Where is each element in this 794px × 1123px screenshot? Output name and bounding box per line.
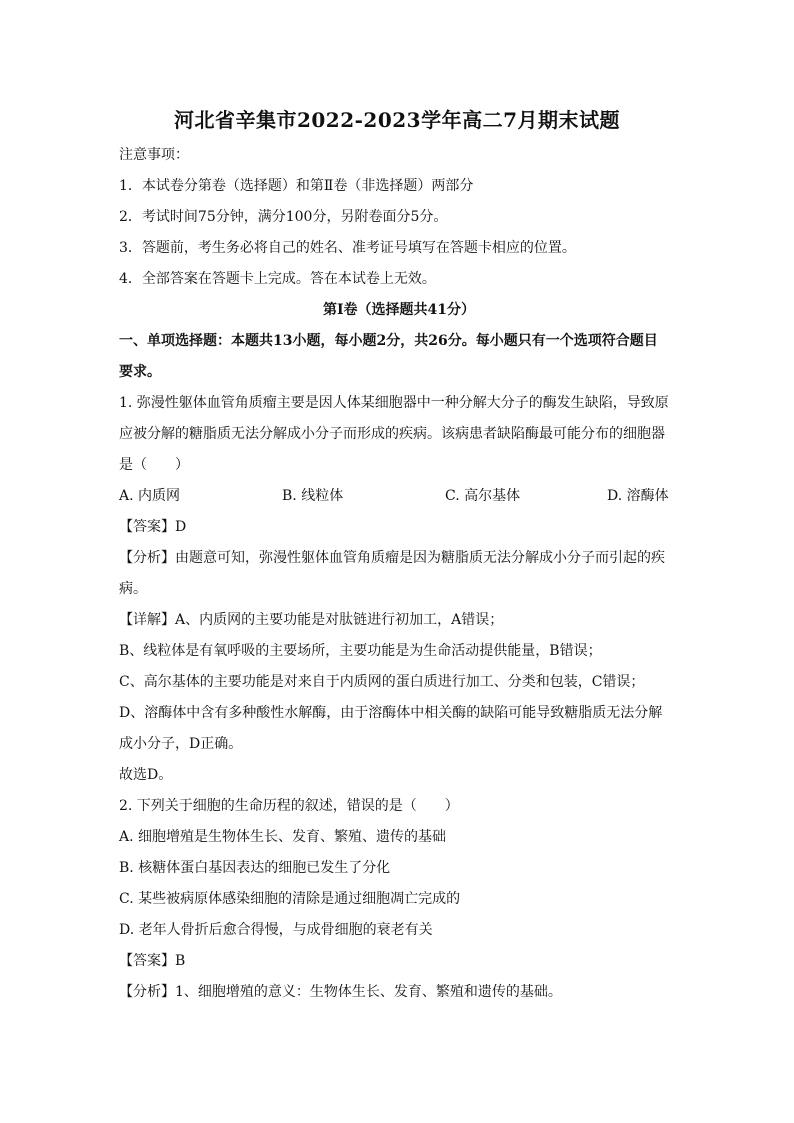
q2-analysis-line-1: 【分析】1、细胞增殖的意义：生物体生长、发育、繁殖和遗传的基础。	[119, 984, 562, 1000]
q1-option-c: C. 高尔基体	[445, 488, 521, 504]
q1-analysis-line-1: 【分析】由题意可知，弥漫性躯体血管角质瘤是因为糖脂质无法分解成小分子而引起的疾	[119, 550, 665, 566]
q2-option-a: A. 细胞增殖是生物体生长、发育、繁殖、遗传的基础	[119, 829, 447, 845]
q2-stem: 2. 下列关于细胞的生命历程的叙述，错误的是（ ）	[119, 798, 459, 814]
q2-option-b: B. 核糖体蛋白基因表达的细胞已发生了分化	[119, 860, 391, 876]
q1-stem-line-1: 1. 弥漫性躯体血管角质瘤主要是因人体某细胞器中一种分解大分子的酶发生缺陷，导致原	[119, 395, 669, 411]
q1-option-a: A. 内质网	[119, 488, 181, 504]
q2-option-d: D. 老年人骨折后愈合得慢，与成骨细胞的衰老有关	[119, 922, 433, 938]
q1-detail-line-3: C、高尔基体的主要功能是对来自于内质网的蛋白质进行加工、分类和包装，C错误；	[119, 674, 645, 690]
q1-answer: 【答案】D	[119, 519, 187, 535]
notice-item-3: 3．答题前，考生务必将自己的姓名、准考证号填写在答题卡相应的位置。	[119, 240, 576, 256]
q2-option-c: C. 某些被病原体感染细胞的清除是通过细胞凋亡完成的	[119, 891, 461, 907]
q1-analysis-line-2: 病。	[119, 581, 147, 597]
section-instruction-line-2: 要求。	[119, 364, 161, 380]
q1-detail-line-2: B、线粒体是有氧呼吸的主要场所，主要功能是为生命活动提供能量，B错误；	[119, 643, 602, 659]
q2-answer: 【答案】B	[119, 953, 186, 969]
q1-stem-line-3: 是（ ）	[119, 457, 189, 473]
q1-detail-line-5: 成小分子，D正确。	[119, 736, 243, 752]
q1-conclusion: 故选D。	[119, 767, 173, 783]
q1-option-b: B. 线粒体	[282, 488, 344, 504]
notice-heading: 注意事项：	[119, 147, 189, 163]
notice-item-2: 2．考试时间75分钟，满分100分，另附卷面分5分。	[119, 209, 448, 225]
section-title: 第Ⅰ卷（选择题共41分）	[322, 302, 476, 318]
q1-option-d: D. 溶酶体	[607, 488, 669, 504]
notice-item-1: 1．本试卷分第卷（选择题）和第Ⅱ卷（非选择题）两部分	[119, 178, 474, 194]
section-instruction-line-1: 一、单项选择题：本题共13小题，每小题2分，共26分。每小题只有一个选项符合题目	[119, 333, 658, 349]
q1-stem-line-2: 应被分解的糖脂质无法分解成小分子而形成的疾病。该病患者缺陷酶最可能分布的细胞器	[119, 426, 665, 442]
notice-item-4: 4．全部答案在答题卡上完成。答在本试卷上无效。	[119, 271, 436, 287]
q1-detail-line-1: 【详解】A、内质网的主要功能是对肽链进行初加工，A错误；	[119, 612, 504, 628]
q1-detail-line-4: D、溶酶体中含有多种酸性水解酶，由于溶酶体中相关酶的缺陷可能导致糖脂质无法分解	[119, 705, 663, 721]
exam-title: 河北省辛集市2022-2023学年高二7月期末试题	[173, 108, 621, 132]
